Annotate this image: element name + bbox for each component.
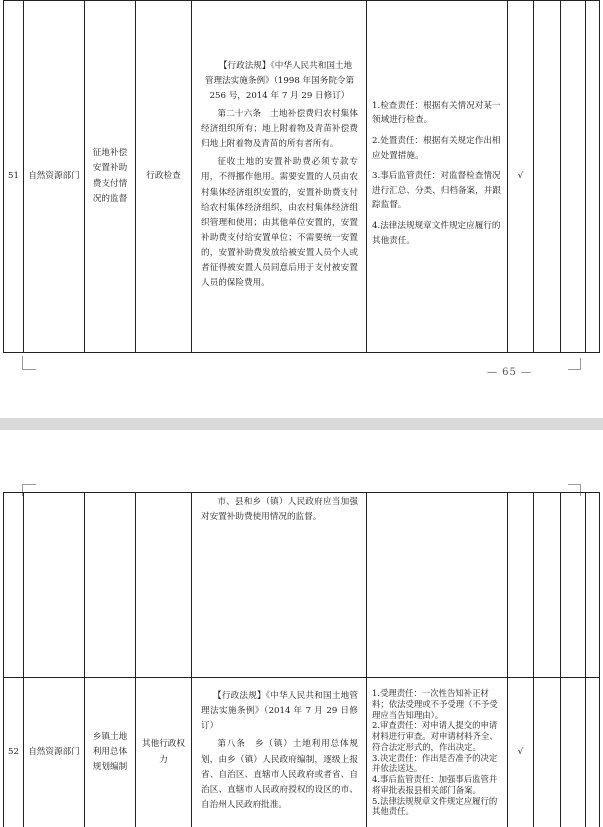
table-row — [4, 1, 600, 353]
row-number: 52 — [4, 678, 24, 827]
power-item-cell: 乡镇土地利用总体规划编制 — [85, 678, 136, 827]
empty-cell — [367, 493, 508, 678]
power-list-table-bottom — [3, 492, 600, 827]
power-type-cell: 其他行政权力 — [136, 678, 192, 827]
responsibility-item: 3.事后监管责任：对监督检查情况进行汇总、分类、归档备案，并跟踪监督。 — [372, 171, 501, 211]
empty-cell — [561, 1, 586, 353]
empty-cell — [586, 1, 600, 353]
responsibility-item: 4.事后监管责任：加强事后监管并将审批表报县相关部门备案。 — [372, 774, 498, 795]
page-gap — [0, 418, 603, 430]
basis-paragraph: 【行政法规】《中华人民共和国土地管理法实施条例》（1998 年国务院令第 256 号，2014 年 7 月 29 日修订） — [204, 61, 355, 102]
empty-cell — [136, 493, 192, 678]
basis-paragraph: 市、县和乡（镇）人民政府应当加强对安置补助费使用情况的监督。 — [201, 497, 358, 523]
empty-cell — [534, 1, 561, 353]
empty-cell — [85, 493, 136, 678]
basis-paragraph: 第二十六条 土地补偿费归农村集体经济组织所有；地上附着物及青苗补偿费归地上附着物及青苗的所有者所有。 — [201, 109, 358, 150]
responsibility-item: 4.法律法规规章文件规定应履行的其他责任。 — [372, 221, 501, 246]
basis-paragraph: 第八条 乡（镇）土地利用总体规划，由乡（镇）人民政府编制，逐级上报省、自治区、直辖市人民政府或者省、自治区、直辖市人民政府授权的设区的市、自治州人民政府批准。 — [201, 739, 358, 810]
responsibility-cell — [367, 1, 508, 353]
empty-cell — [586, 678, 600, 827]
power-item-cell: 征地补偿安置补助费支付情况的监督 — [85, 1, 136, 353]
legal-basis-cell — [192, 1, 367, 353]
empty-cell — [586, 493, 600, 678]
empty-cell — [24, 493, 85, 678]
department-cell: 自然资源部门 — [24, 1, 85, 353]
table-row — [4, 493, 600, 678]
responsibility-item: 5.法律法规规章文件规定应履行的其他责任。 — [372, 795, 498, 817]
crop-mark — [22, 369, 36, 370]
check-mark: √ — [508, 1, 534, 353]
responsibility-item: 3.决定责任：作出是否准予的决定并依法送达。 — [372, 752, 498, 774]
responsibility-cell — [367, 678, 508, 827]
basis-paragraph: 【行政法规】《中华人民共和国土地管理法实施条例》（2014 年 7 月 29 日修订） — [201, 691, 358, 732]
power-type-cell: 行政检查 — [136, 1, 192, 353]
crop-mark — [568, 369, 581, 370]
crop-mark — [568, 484, 581, 485]
empty-cell — [534, 493, 561, 678]
empty-cell — [561, 493, 586, 678]
table-row — [4, 678, 600, 827]
basis-paragraph: 征收土地的安置补助费必须专款专用，不得挪作他用。需要安置的人员由农村集体经济组织安置的，安置补助费支付给农村集体经济组织，由农村集体经济组织管理和使用；由其他单位安置的，安置补助费支付给安置单位；不需要统一安置的，安置补助费发放给被安置人员个人或者征得被安置人员同意后用于支付被安置人员的保险费用。 — [201, 157, 358, 288]
responsibility-item: 1.受理责任：一次性告知补正材料；依法受理或不予受理（不予受理应当告知理由）。 — [372, 688, 498, 720]
empty-cell — [4, 493, 24, 678]
page-number: — 65 — — [487, 367, 533, 378]
empty-cell — [534, 678, 561, 827]
power-list-table-top — [3, 0, 600, 353]
responsibility-item: 1.检查责任：根据有关情况对某一领域进行检查。 — [372, 100, 501, 126]
row-number: 51 — [4, 1, 24, 353]
legal-basis-cell — [192, 678, 367, 827]
document-page-bottom — [0, 430, 603, 827]
empty-cell — [561, 678, 586, 827]
check-mark: √ — [508, 678, 534, 827]
responsibility-item: 2.处置责任：根据有关规定作出相应处置措施。 — [372, 135, 501, 161]
department-cell: 自然资源部门 — [24, 678, 85, 827]
responsibility-item: 2.审查责任：对申请人提交的申请材料进行审查。对申请材料齐全、符合法定形式的，作出决定。 — [372, 720, 498, 752]
legal-basis-cell — [192, 493, 367, 678]
crop-mark — [22, 484, 36, 485]
empty-cell — [508, 493, 534, 678]
crop-mark — [22, 356, 23, 370]
